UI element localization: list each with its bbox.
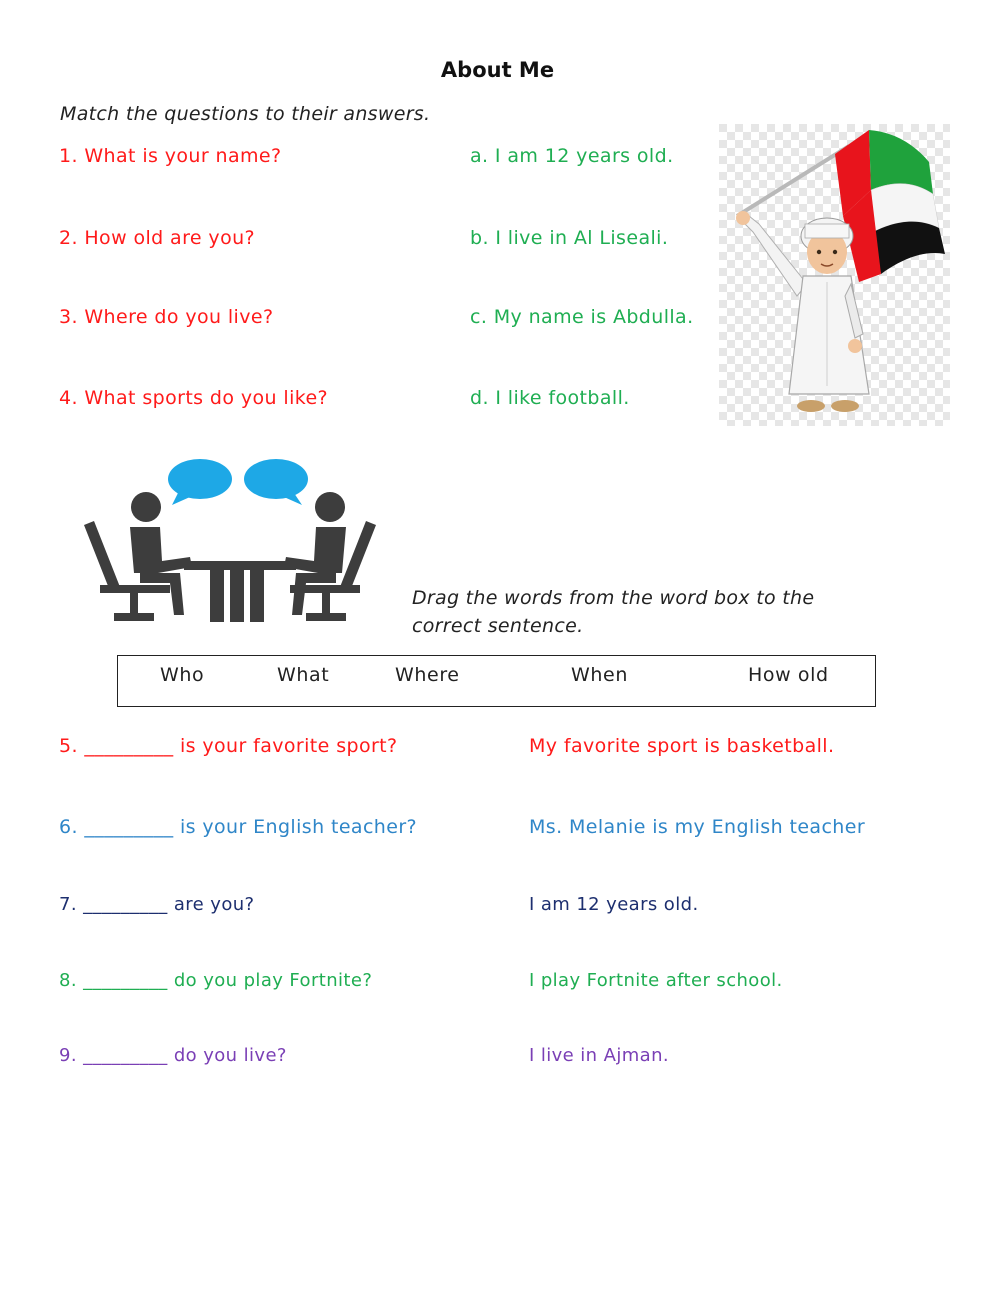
fill-answer-6: Ms. Melanie is my English teacher bbox=[529, 816, 866, 838]
fill-blank-5[interactable]: _________ bbox=[84, 735, 174, 757]
fill-answer-9: I live in Ajman. bbox=[529, 1045, 670, 1066]
fill-number: 7. bbox=[59, 894, 77, 915]
fill-question-6 bbox=[59, 816, 417, 838]
fill-blank-8[interactable]: _________ bbox=[83, 970, 168, 991]
fill-blank-9[interactable]: _________ bbox=[83, 1045, 168, 1066]
word-how-old[interactable]: How old bbox=[748, 664, 829, 686]
match-answer-b[interactable]: b. I live in Al Liseali. bbox=[470, 227, 669, 249]
fill-blank-6[interactable]: _________ bbox=[84, 816, 174, 838]
fill-number: 9. bbox=[59, 1045, 77, 1066]
fill-question-text: do you live? bbox=[167, 1045, 287, 1066]
match-question-1[interactable]: 1. What is your name? bbox=[59, 145, 282, 167]
fill-blank-7[interactable]: _________ bbox=[83, 894, 168, 915]
drag-instruction-line1: Drag the words from the word box to the bbox=[412, 587, 815, 609]
page-title: About Me bbox=[440, 58, 555, 82]
fill-answer-7: I am 12 years old. bbox=[529, 894, 699, 915]
fill-question-text: is your English teacher? bbox=[173, 816, 418, 838]
word-who[interactable]: Who bbox=[160, 664, 205, 686]
boy-with-flag-icon bbox=[719, 124, 950, 426]
match-question-2[interactable]: 2. How old are you? bbox=[59, 227, 256, 249]
fill-question-text: are you? bbox=[167, 894, 255, 915]
fill-question-9 bbox=[59, 1045, 287, 1066]
word-what[interactable]: What bbox=[277, 664, 330, 686]
fill-question-text: is your favorite sport? bbox=[173, 735, 398, 757]
match-question-3[interactable]: 3. Where do you live? bbox=[59, 306, 274, 328]
fill-answer-5: My favorite sport is basketball. bbox=[529, 735, 835, 757]
word-when[interactable]: When bbox=[571, 664, 628, 686]
match-answer-c[interactable]: c. My name is Abdulla. bbox=[470, 306, 694, 328]
match-question-4[interactable]: 4. What sports do you like? bbox=[59, 387, 329, 409]
match-instruction: Match the questions to their answers. bbox=[60, 103, 431, 125]
word-where[interactable]: Where bbox=[395, 664, 460, 686]
fill-number: 8. bbox=[59, 970, 77, 991]
fill-answer-8: I play Fortnite after school. bbox=[529, 970, 783, 991]
conversation-icon bbox=[80, 455, 380, 625]
match-answer-a[interactable]: a. I am 12 years old. bbox=[470, 145, 674, 167]
fill-question-7 bbox=[59, 894, 255, 915]
fill-number: 6. bbox=[59, 816, 78, 838]
fill-question-5 bbox=[59, 735, 398, 757]
match-answer-d[interactable]: d. I like football. bbox=[470, 387, 630, 409]
fill-number: 5. bbox=[59, 735, 78, 757]
boy-with-flag-illustration bbox=[719, 124, 950, 426]
drag-instruction-line2: correct sentence. bbox=[412, 615, 584, 637]
fill-question-8 bbox=[59, 970, 372, 991]
conversation-illustration bbox=[80, 455, 380, 625]
fill-question-text: do you play Fortnite? bbox=[167, 970, 373, 991]
